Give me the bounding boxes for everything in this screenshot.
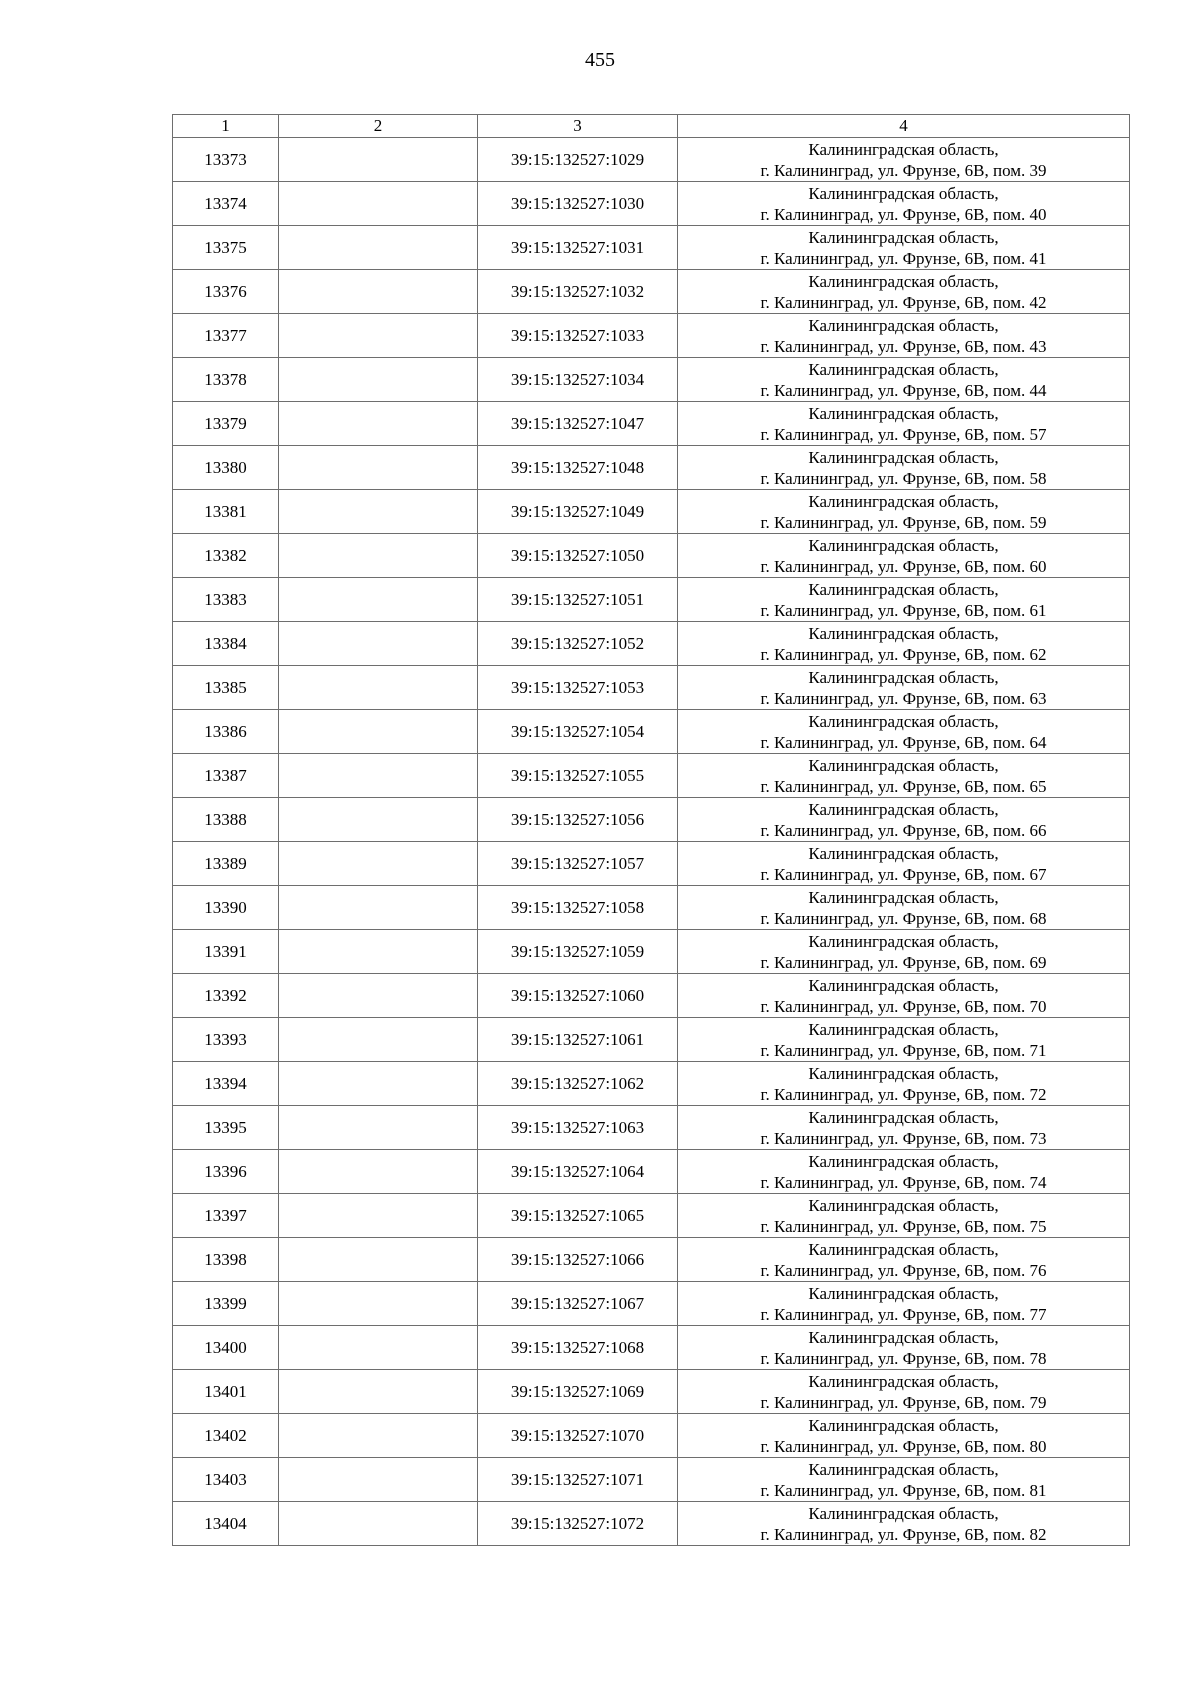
address-line-street: г. Калининград, ул. Фрунзе, 6В, пом. 81: [760, 1480, 1047, 1500]
address-line-street: г. Калининград, ул. Фрунзе, 6В, пом. 68: [760, 908, 1047, 928]
row-number-cell: 13403: [173, 1458, 279, 1502]
address-line-street: г. Калининград, ул. Фрунзе, 6В, пом. 61: [760, 600, 1047, 620]
address-line-region: Калининградская область,: [808, 843, 999, 863]
cadastral-number-cell: 39:15:132527:1063: [478, 1106, 678, 1150]
table-row: [173, 710, 1130, 754]
row-number-cell: 13380: [173, 446, 279, 490]
table-row: [173, 402, 1130, 446]
cadastral-number-cell: 39:15:132527:1058: [478, 886, 678, 930]
address-line-region: Калининградская область,: [808, 1283, 999, 1303]
address-line-street: г. Калининград, ул. Фрунзе, 6В, пом. 75: [760, 1216, 1047, 1236]
row-number-cell: 13401: [173, 1370, 279, 1414]
cadastral-number-cell: 39:15:132527:1030: [478, 182, 678, 226]
table-row: [173, 314, 1130, 358]
address-cell: [678, 1502, 1130, 1546]
row-number-cell: 13374: [173, 182, 279, 226]
table-row: [173, 1238, 1130, 1282]
row-number-cell: 13375: [173, 226, 279, 270]
column-2-cell: [279, 182, 478, 226]
column-2-cell: [279, 358, 478, 402]
cadastral-number-cell: 39:15:132527:1062: [478, 1062, 678, 1106]
column-2-cell: [279, 1414, 478, 1458]
cadastral-number-cell: 39:15:132527:1051: [478, 578, 678, 622]
row-number-cell: 13395: [173, 1106, 279, 1150]
address-cell: [678, 578, 1130, 622]
column-2-cell: [279, 1150, 478, 1194]
address-line-street: г. Калининград, ул. Фрунзе, 6В, пом. 73: [760, 1128, 1047, 1148]
row-number-cell: 13382: [173, 534, 279, 578]
table-row: [173, 1062, 1130, 1106]
address-line-street: г. Калининград, ул. Фрунзе, 6В, пом. 67: [760, 864, 1047, 884]
address-line-region: Калининградская область,: [808, 667, 999, 687]
cadastral-number-cell: 39:15:132527:1048: [478, 446, 678, 490]
address-line-region: Калининградская область,: [808, 755, 999, 775]
address-cell: [678, 534, 1130, 578]
address-cell: [678, 182, 1130, 226]
row-number-cell: 13388: [173, 798, 279, 842]
row-number-cell: 13396: [173, 1150, 279, 1194]
address-line-region: Калининградская область,: [808, 403, 999, 423]
table-row: [173, 666, 1130, 710]
column-2-cell: [279, 666, 478, 710]
table-row: [173, 1150, 1130, 1194]
table-row: [173, 1414, 1130, 1458]
address-cell: [678, 1370, 1130, 1414]
address-cell: [678, 930, 1130, 974]
cadastral-number-cell: 39:15:132527:1031: [478, 226, 678, 270]
address-line-region: Калининградская область,: [808, 271, 999, 291]
address-cell: [678, 886, 1130, 930]
address-line-street: г. Калининград, ул. Фрунзе, 6В, пом. 44: [760, 380, 1047, 400]
address-cell: [678, 1458, 1130, 1502]
row-number-cell: 13373: [173, 138, 279, 182]
address-line-street: г. Калининград, ул. Фрунзе, 6В, пом. 62: [760, 644, 1047, 664]
address-line-street: г. Калининград, ул. Фрунзе, 6В, пом. 70: [760, 996, 1047, 1016]
address-line-region: Калининградская область,: [808, 887, 999, 907]
column-2-cell: [279, 710, 478, 754]
row-number-cell: 13391: [173, 930, 279, 974]
table-row: [173, 1282, 1130, 1326]
table-row: [173, 270, 1130, 314]
address-line-street: г. Калининград, ул. Фрунзе, 6В, пом. 79: [760, 1392, 1047, 1412]
column-2-cell: [279, 270, 478, 314]
row-number-cell: 13384: [173, 622, 279, 666]
table-row: [173, 842, 1130, 886]
table-body: [173, 138, 1130, 1546]
address-line-street: г. Калининград, ул. Фрунзе, 6В, пом. 39: [760, 160, 1047, 180]
row-number-cell: 13393: [173, 1018, 279, 1062]
row-number-cell: 13402: [173, 1414, 279, 1458]
table-row: [173, 358, 1130, 402]
address-line-street: г. Калининград, ул. Фрунзе, 6В, пом. 65: [760, 776, 1047, 796]
address-cell: [678, 1326, 1130, 1370]
column-2-cell: [279, 138, 478, 182]
column-header-3: 3: [478, 115, 678, 138]
column-2-cell: [279, 1502, 478, 1546]
address-line-region: Калининградская область,: [808, 491, 999, 511]
column-2-cell: [279, 1370, 478, 1414]
page-number: 455: [585, 49, 615, 71]
row-number-cell: 13377: [173, 314, 279, 358]
address-cell: [678, 138, 1130, 182]
cadastral-number-cell: 39:15:132527:1057: [478, 842, 678, 886]
column-2-cell: [279, 1106, 478, 1150]
column-2-cell: [279, 754, 478, 798]
cadastral-number-cell: 39:15:132527:1068: [478, 1326, 678, 1370]
header-row: [173, 115, 1130, 138]
address-cell: [678, 314, 1130, 358]
cadastral-number-cell: 39:15:132527:1029: [478, 138, 678, 182]
table-row: [173, 1194, 1130, 1238]
row-number-cell: 13376: [173, 270, 279, 314]
address-cell: [678, 754, 1130, 798]
column-2-cell: [279, 1194, 478, 1238]
address-line-region: Калининградская область,: [808, 1019, 999, 1039]
address-line-street: г. Калининград, ул. Фрунзе, 6В, пом. 66: [760, 820, 1047, 840]
table-row: [173, 182, 1130, 226]
address-line-street: г. Калининград, ул. Фрунзе, 6В, пом. 60: [760, 556, 1047, 576]
row-number-cell: 13398: [173, 1238, 279, 1282]
table-row: [173, 1502, 1130, 1546]
column-header-2: 2: [279, 115, 478, 138]
address-cell: [678, 798, 1130, 842]
address-cell: [678, 446, 1130, 490]
address-line-region: Калининградская область,: [808, 1415, 999, 1435]
column-2-cell: [279, 930, 478, 974]
row-number-cell: 13386: [173, 710, 279, 754]
address-line-region: Калининградская область,: [808, 359, 999, 379]
table-row: [173, 446, 1130, 490]
table-row: [173, 534, 1130, 578]
cadastral-number-cell: 39:15:132527:1071: [478, 1458, 678, 1502]
cadastral-number-cell: 39:15:132527:1061: [478, 1018, 678, 1062]
table-row: [173, 754, 1130, 798]
cadastral-number-cell: 39:15:132527:1065: [478, 1194, 678, 1238]
address-line-street: г. Калининград, ул. Фрунзе, 6В, пом. 82: [760, 1524, 1047, 1544]
address-line-region: Калининградская область,: [808, 535, 999, 555]
address-line-region: Калининградская область,: [808, 799, 999, 819]
cadastral-number-cell: 39:15:132527:1049: [478, 490, 678, 534]
column-2-cell: [279, 842, 478, 886]
address-cell: [678, 358, 1130, 402]
address-line-street: г. Калининград, ул. Фрунзе, 6В, пом. 43: [760, 336, 1047, 356]
address-line-street: г. Калининград, ул. Фрунзе, 6В, пом. 80: [760, 1436, 1047, 1456]
address-line-street: г. Калининград, ул. Фрунзе, 6В, пом. 64: [760, 732, 1047, 752]
cadastral-number-cell: 39:15:132527:1067: [478, 1282, 678, 1326]
cadastral-number-cell: 39:15:132527:1066: [478, 1238, 678, 1282]
row-number-cell: 13387: [173, 754, 279, 798]
address-line-street: г. Калининград, ул. Фрунзе, 6В, пом. 57: [760, 424, 1047, 444]
address-line-region: Калининградская область,: [808, 1327, 999, 1347]
table-row: [173, 1018, 1130, 1062]
cadastral-number-cell: 39:15:132527:1055: [478, 754, 678, 798]
cadastral-number-cell: 39:15:132527:1053: [478, 666, 678, 710]
address-cell: [678, 1238, 1130, 1282]
row-number-cell: 13381: [173, 490, 279, 534]
row-number-cell: 13379: [173, 402, 279, 446]
address-line-street: г. Калининград, ул. Фрунзе, 6В, пом. 41: [760, 248, 1047, 268]
column-2-cell: [279, 446, 478, 490]
address-line-street: г. Калининград, ул. Фрунзе, 6В, пом. 72: [760, 1084, 1047, 1104]
column-2-cell: [279, 798, 478, 842]
address-line-region: Калининградская область,: [808, 1063, 999, 1083]
cadastral-number-cell: 39:15:132527:1052: [478, 622, 678, 666]
column-2-cell: [279, 1238, 478, 1282]
address-line-street: г. Калининград, ул. Фрунзе, 6В, пом. 78: [760, 1348, 1047, 1368]
column-2-cell: [279, 974, 478, 1018]
address-line-street: г. Калининград, ул. Фрунзе, 6В, пом. 59: [760, 512, 1047, 532]
address-cell: [678, 1194, 1130, 1238]
address-cell: [678, 1106, 1130, 1150]
address-line-street: г. Калининград, ул. Фрунзе, 6В, пом. 63: [760, 688, 1047, 708]
address-cell: [678, 710, 1130, 754]
column-2-cell: [279, 1018, 478, 1062]
registry-table: [172, 114, 1130, 1546]
table-row: [173, 1458, 1130, 1502]
address-line-region: Калининградская область,: [808, 1107, 999, 1127]
address-cell: [678, 1062, 1130, 1106]
column-2-cell: [279, 1062, 478, 1106]
address-line-region: Калининградская область,: [808, 975, 999, 995]
address-line-region: Калининградская область,: [808, 1195, 999, 1215]
table-row: [173, 490, 1130, 534]
table-row: [173, 622, 1130, 666]
address-cell: [678, 270, 1130, 314]
row-number-cell: 13397: [173, 1194, 279, 1238]
address-line-street: г. Калининград, ул. Фрунзе, 6В, пом. 71: [760, 1040, 1047, 1060]
address-line-street: г. Калининград, ул. Фрунзе, 6В, пом. 74: [760, 1172, 1047, 1192]
column-header-4: 4: [678, 115, 1130, 138]
column-2-cell: [279, 622, 478, 666]
cadastral-number-cell: 39:15:132527:1060: [478, 974, 678, 1018]
address-line-region: Калининградская область,: [808, 1239, 999, 1259]
table-row: [173, 974, 1130, 1018]
address-line-region: Калининградская область,: [808, 183, 999, 203]
address-cell: [678, 974, 1130, 1018]
address-line-region: Калининградская область,: [808, 1459, 999, 1479]
table-row: [173, 226, 1130, 270]
row-number-cell: 13390: [173, 886, 279, 930]
row-number-cell: 13392: [173, 974, 279, 1018]
address-line-street: г. Калининград, ул. Фрунзе, 6В, пом. 76: [760, 1260, 1047, 1280]
cadastral-number-cell: 39:15:132527:1032: [478, 270, 678, 314]
cadastral-number-cell: 39:15:132527:1072: [478, 1502, 678, 1546]
row-number-cell: 13378: [173, 358, 279, 402]
cadastral-number-cell: 39:15:132527:1059: [478, 930, 678, 974]
table-row: [173, 886, 1130, 930]
row-number-cell: 13400: [173, 1326, 279, 1370]
address-line-street: г. Калининград, ул. Фрунзе, 6В, пом. 69: [760, 952, 1047, 972]
cadastral-number-cell: 39:15:132527:1050: [478, 534, 678, 578]
cadastral-number-cell: 39:15:132527:1056: [478, 798, 678, 842]
address-line-region: Калининградская область,: [808, 579, 999, 599]
row-number-cell: 13399: [173, 1282, 279, 1326]
cadastral-number-cell: 39:15:132527:1054: [478, 710, 678, 754]
address-line-street: г. Калининград, ул. Фрунзе, 6В, пом. 58: [760, 468, 1047, 488]
address-line-region: Калининградская область,: [808, 931, 999, 951]
column-2-cell: [279, 226, 478, 270]
cadastral-number-cell: 39:15:132527:1064: [478, 1150, 678, 1194]
address-cell: [678, 490, 1130, 534]
column-2-cell: [279, 314, 478, 358]
column-2-cell: [279, 1326, 478, 1370]
address-line-street: г. Калининград, ул. Фрунзе, 6В, пом. 42: [760, 292, 1047, 312]
table-row: [173, 578, 1130, 622]
address-line-street: г. Калининград, ул. Фрунзе, 6В, пом. 77: [760, 1304, 1047, 1324]
address-line-region: Калининградская область,: [808, 711, 999, 731]
address-cell: [678, 1150, 1130, 1194]
row-number-cell: 13389: [173, 842, 279, 886]
cadastral-number-cell: 39:15:132527:1033: [478, 314, 678, 358]
address-cell: [678, 1282, 1130, 1326]
address-cell: [678, 402, 1130, 446]
table-row: [173, 138, 1130, 182]
table-row: [173, 798, 1130, 842]
column-header-1: 1: [173, 115, 279, 138]
address-cell: [678, 226, 1130, 270]
address-cell: [678, 842, 1130, 886]
address-cell: [678, 1018, 1130, 1062]
cadastral-number-cell: 39:15:132527:1034: [478, 358, 678, 402]
address-line-region: Калининградская область,: [808, 315, 999, 335]
address-line-region: Калининградская область,: [808, 1371, 999, 1391]
address-line-region: Калининградская область,: [808, 623, 999, 643]
table-row: [173, 930, 1130, 974]
address-line-region: Калининградская область,: [808, 447, 999, 467]
address-line-region: Калининградская область,: [808, 1503, 999, 1523]
column-2-cell: [279, 1458, 478, 1502]
cadastral-number-cell: 39:15:132527:1069: [478, 1370, 678, 1414]
table-row: [173, 1326, 1130, 1370]
address-cell: [678, 666, 1130, 710]
cadastral-number-cell: 39:15:132527:1047: [478, 402, 678, 446]
row-number-cell: 13404: [173, 1502, 279, 1546]
column-2-cell: [279, 402, 478, 446]
cadastral-number-cell: 39:15:132527:1070: [478, 1414, 678, 1458]
address-line-region: Калининградская область,: [808, 139, 999, 159]
address-line-region: Калининградская область,: [808, 227, 999, 247]
address-cell: [678, 622, 1130, 666]
row-number-cell: 13385: [173, 666, 279, 710]
table-row: [173, 1370, 1130, 1414]
address-line-region: Калининградская область,: [808, 1151, 999, 1171]
column-2-cell: [279, 490, 478, 534]
column-2-cell: [279, 534, 478, 578]
column-2-cell: [279, 1282, 478, 1326]
table-row: [173, 1106, 1130, 1150]
address-cell: [678, 1414, 1130, 1458]
column-2-cell: [279, 578, 478, 622]
row-number-cell: 13394: [173, 1062, 279, 1106]
address-line-street: г. Калининград, ул. Фрунзе, 6В, пом. 40: [760, 204, 1047, 224]
row-number-cell: 13383: [173, 578, 279, 622]
column-2-cell: [279, 886, 478, 930]
